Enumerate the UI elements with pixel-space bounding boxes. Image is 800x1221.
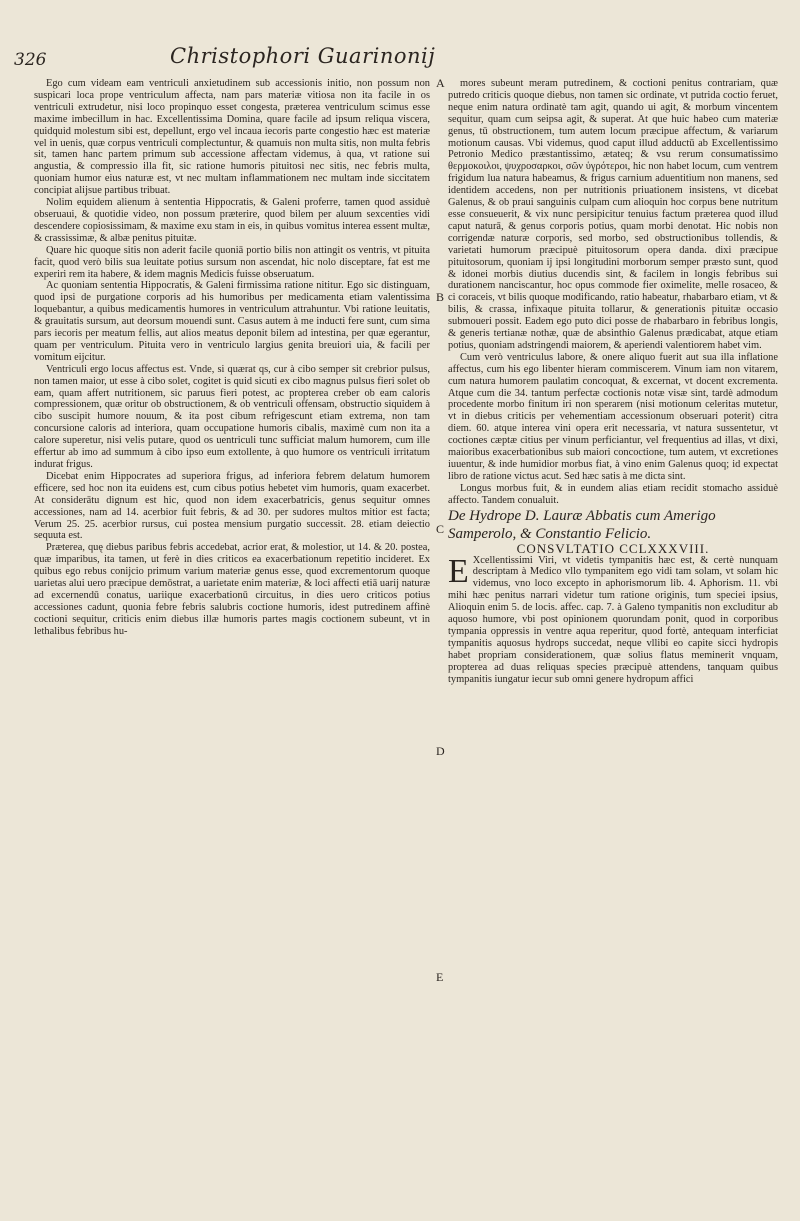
dropcap: E [448,552,469,590]
running-head: Christophori Guarinonij [170,44,436,68]
paragraph: Dicebat enim Hippocrates ad superiora frigus, ad inferiora febrem delatum humorem efficere, sed hoc non ita euidens est, cum cibus potius hebetet vim humoris, quam exacerbet. At considerātu dignum est hic, quod non idem exacerbatricis, genus sequitur omnes accessiones, nam ad 14. acerbior fuit febris, & ad 30. per sudores multos mitior est facta; Verum 25. 25. acerbior rursus, cui postea mensium purgatio successit. 28. etiam deiectio sequuta est. [34,470,430,542]
paragraph: Longus morbus fuit, & in eundem alias etiam recidit stomacho assiduè affecto. Tandem conualuit. [448,482,778,506]
paragraph: Quare hic quoque sitis non aderit facile quoniā portio bilis non attingit os ventris, vt pituita facit, quod verò bilis sua leuitate potius sursum non ascendat, hic nolo disceptare, fat est me experiri rem ita habere, & idem magnis Medicis fuisse obseruatum. [34,244,430,280]
margin-letter: B [436,290,445,304]
margin-letter: A [436,76,445,90]
left-column [34,78,430,638]
paragraph: Ego cum videam eam ventriculi anxietudinem sub accessionis initio, non possum non suspicari loca prope ventriculum affecta, nam pars materiæ vitiosa non ita facile in os ventriculi extrudetur, nisi loco propinquo esset congesta, præterea ventriculum scimus esse maxime imbecillum in hac. Excellentissima Domina, quare facile ad ipsum reliqua viscera, quidquid molestum sibi est, depellunt, ergo vel incaua iecoris parte congestio hæc est materiæ vel in uenis, quæ corpus ventriculi complectuntur, & quamuis non multa sitis, non multa febris sit, tamen hanc partem primum sub accessione affectam videmus, à qua, vt ratione sui angustia, & compressio illa fit, sic ratione humoris pituitosi nec sitis, nec febris multa, quoniam humor eius naturæ est, vt nec multam inflammationem nec multam inde siccitatem concipiat alijsue partibus tribuat. [34,78,430,197]
consultation-text [448,552,778,686]
margin-letter: C [436,522,445,536]
paragraph: mores subeunt meram putredinem, & coctioni penitus contrariam, quæ putredo criticis quoque diebus, non tamen sic ordinate, vt putrida coctio feruet, neque enim natura ordinatè tam agit, quando ui agit, & morbum vincentem sequitur, quam cum seipsa agit, & superat. At que huic habeo cum materiæ genus, tū obstructionem, tum autem locum præcipue affectum, & variarum motionum causas. Vbi videmus, quod caput illud adductū ab Excellentissimo Petronio Medico præstantissimo, ætateq; & vsu rerum consumatissimo θερμοκοιλοι, ψυχροσαρκοι, σῶν ὑγρότεροι, hic non habet locum, cum ventrem frigidum lua natura habeamus, & frigus carnium aduentitium non manens, sed identidem accedens, non per nutritionis priuationem insistens, vt dicebat Galenus, & ob praui sanguinis culpam cum alioquin hoc corpus bene nutritum esse consueuerit, & vix nunc persipicitur tenuius factum præterea quod illud caput naturā, & genus corporis potius, quam morbi denotat. Hic nobis non corrigendæ naturæ corporis, sed morbo, sed obstructionibus tollendis, & varietati humorum præcipuè pituitosorum opera danda. dixi præcipue pituitosorum, quoniam ij ipsi longitudini morborum semper præsto sunt, quod & idonei morbis diutius ducendis sint, & facilem in longis febribus sui durationem nanciscantur, hoc opus commode fier oximelite, melle rosaceo, & ci coraceis, vt bilis quoque modificando, ratio habeatur, rhabarbaro etiam, vt & bilis, & crassa, infixaque pituita tollarur, & generationis pituitæ occasio submoueri possit. Eadem ego puto dici posse de rhabarbaro in febribus longis, & generis tertianæ nothæ, quæ de absinthio Galenus prædicabat, atque etiam potius, quoniam adstringendi maiorem, & aperiendi valentiorem habet vim. [448,78,778,351]
consultation-title: De Hydrope D. Lauræ Abbatis cum Amerigo Samperolo, & Constantio Felicio. [448,507,716,542]
paragraph: Præterea, quę diebus paribus febris accedebat, acrior erat, & molestior, ut 14. & 20. postea, quæ imparibus, ita tamen, ut ferè in dies criticos ea exacerbationum repetitio incideret. Ex quibus ego rebus conijcio primum varium materiæ genus esse, quod excrementorum quoque uarietas alui uero præcipue demōstrat, a uarietate enim materiæ, & loci affecti etiā uarij naturæ ad excernendū conatus, uariique exacerbationū circuitus, in dies uero criticos potius accessiones cadunt, quonia febre febris salubris coctione humoris, idest putredinem affinè coctioni sequitur, criticis enim diebus illæ humoris partes magis coctionem subeunt, vt in lethalibus febribus hu- [34,542,430,637]
paragraph: Ac quoniam sententia Hippocratis, & Galeni firmissima ratione nititur. Ego sic distinguam, quod ipsi de purgatione corporis ad his humoribus per medicamenta etiam valentissima loquebantur, a quibus medicamentis humores in ventriculum attrahuntur. Vbi ratione leuitatis, & grauitatis sursum, aut deorsum mouendi sunt. Casus autem à me inducti fere sunt, cum sima pars iecoris per meatum fellis, aut alios meatus deponit bilem ad intestina, per quæ egerantur, quam per ventriculum. Pituita vero in ventriculo largius genita breuiori uia, & facili per vomitum eijcitur. [34,280,430,363]
page-number: 326 [14,50,47,70]
consultation-label: CONSVLTATIO CCLXXXVIII. [516,540,710,556]
paragraph: Ventriculi ergo locus affectus est. Vnde, si quærat qs, cur à cibo semper sit crebrior pulsus, non tamen maior, ut esse à cibo solet, cogitet is quid sicuti ex cibo magnus pulsus fieri solet ob eam, quam affert nutritionem, sic paruus fieri potest, ac propterea creber ob eam caloris compressionem, quæ oritur ob obstructionem, & ob ventriculi offensam, obstructio siquidem à cibo suscipit humore nouum, & ita post cibum refrigescunt etiam extrema, non tam concursione caloris ad interiora, quam occupatione humoris cibalis, maximè cum non ita a calore superetur, nisi velis putare, quod os uentriculi tunc sufficiat malum humorem, cum ille effertur ab imo ad summum à cibo ipso eum extollente, à quo humore os ventriculi irritatum indurat frigus. [34,363,430,470]
consultation-body: Xcellentissimi Viri, vt videtis tympanitis hæc est, & certè nunquam descriptam à Medico vllo tympanitem ego vidi tam solam, vt solam hic videmus, vno loco excepto in aphorismorum lib. 4. Aphorism. 11. vbi mihi hæc penitus narrari videtur tum ratione originis, tum speciei ipsius, Alioquin enim 5. de locis. affec. cap. 7. à Galeno tympanitis non excluditur ab aquoso humore, vbi post opinionem quorundam ponit, quod in corporibus tympania oppressis in ventre aqua reperitur, quod fortè, antequam interficiat tympanitis aquosus hydrops succedat, neque vllibi eo capite sicci hydropis habet propriam considerationem, quæ solius flatus meminerit vnquam, propterea ad duas reliquas species præcipuè attendens, tanquam quibus tympanitis iungatur iecur sub omni genere hydropum affici [448,554,778,685]
right-column [448,78,778,686]
margin-letter: E [436,970,444,984]
paragraph: Cum verò ventriculus labore, & onere aliquo fuerit aut sua illa inflatione affectus, cum his ego libenter hieram commiscerem. Vinum iam non vitarem, cum natura humorem paulatim concoquat, & excernat, vt docent excrementa. Atque cum die 34. tantum perfectæ coctionis notæ visæ sint, tardè admodum procedente morbo finitum iri non sperarem (nisi motionum celeritas mutetur, vt in diebus criticis per vehementiam accessionum obseruari poterit) citra diem. 60. atque interea vini opera erit necessaria, vt natura sussentetur, vt coctiones cæptæ citius per vinum perficiantur, vel frequentius ad illas, vt dixi, maioribus exacerbationibus sub maiori concoctione, tum autem, vt excretiones iuuentur, & inde humidior morbus fiat, à vino enim Galenus quoq; id expectat libro de ratione victus acut. Sed hæc satis à me dicta sint. [448,351,778,482]
paragraph: Nolim equidem alienum à sententia Hippocratis, & Galeni proferre, tamen quod assiduè obseruaui, & quotidie video, non possum præterire, quod bilem per aluum sexcenties vidi descendere copiosissimam, & maxime exu stam in eis, in quibus vomitus interea essent multæ, & crassissimæ, & albæ penitus pituitæ. [34,197,430,244]
margin-letter: D [436,744,445,758]
